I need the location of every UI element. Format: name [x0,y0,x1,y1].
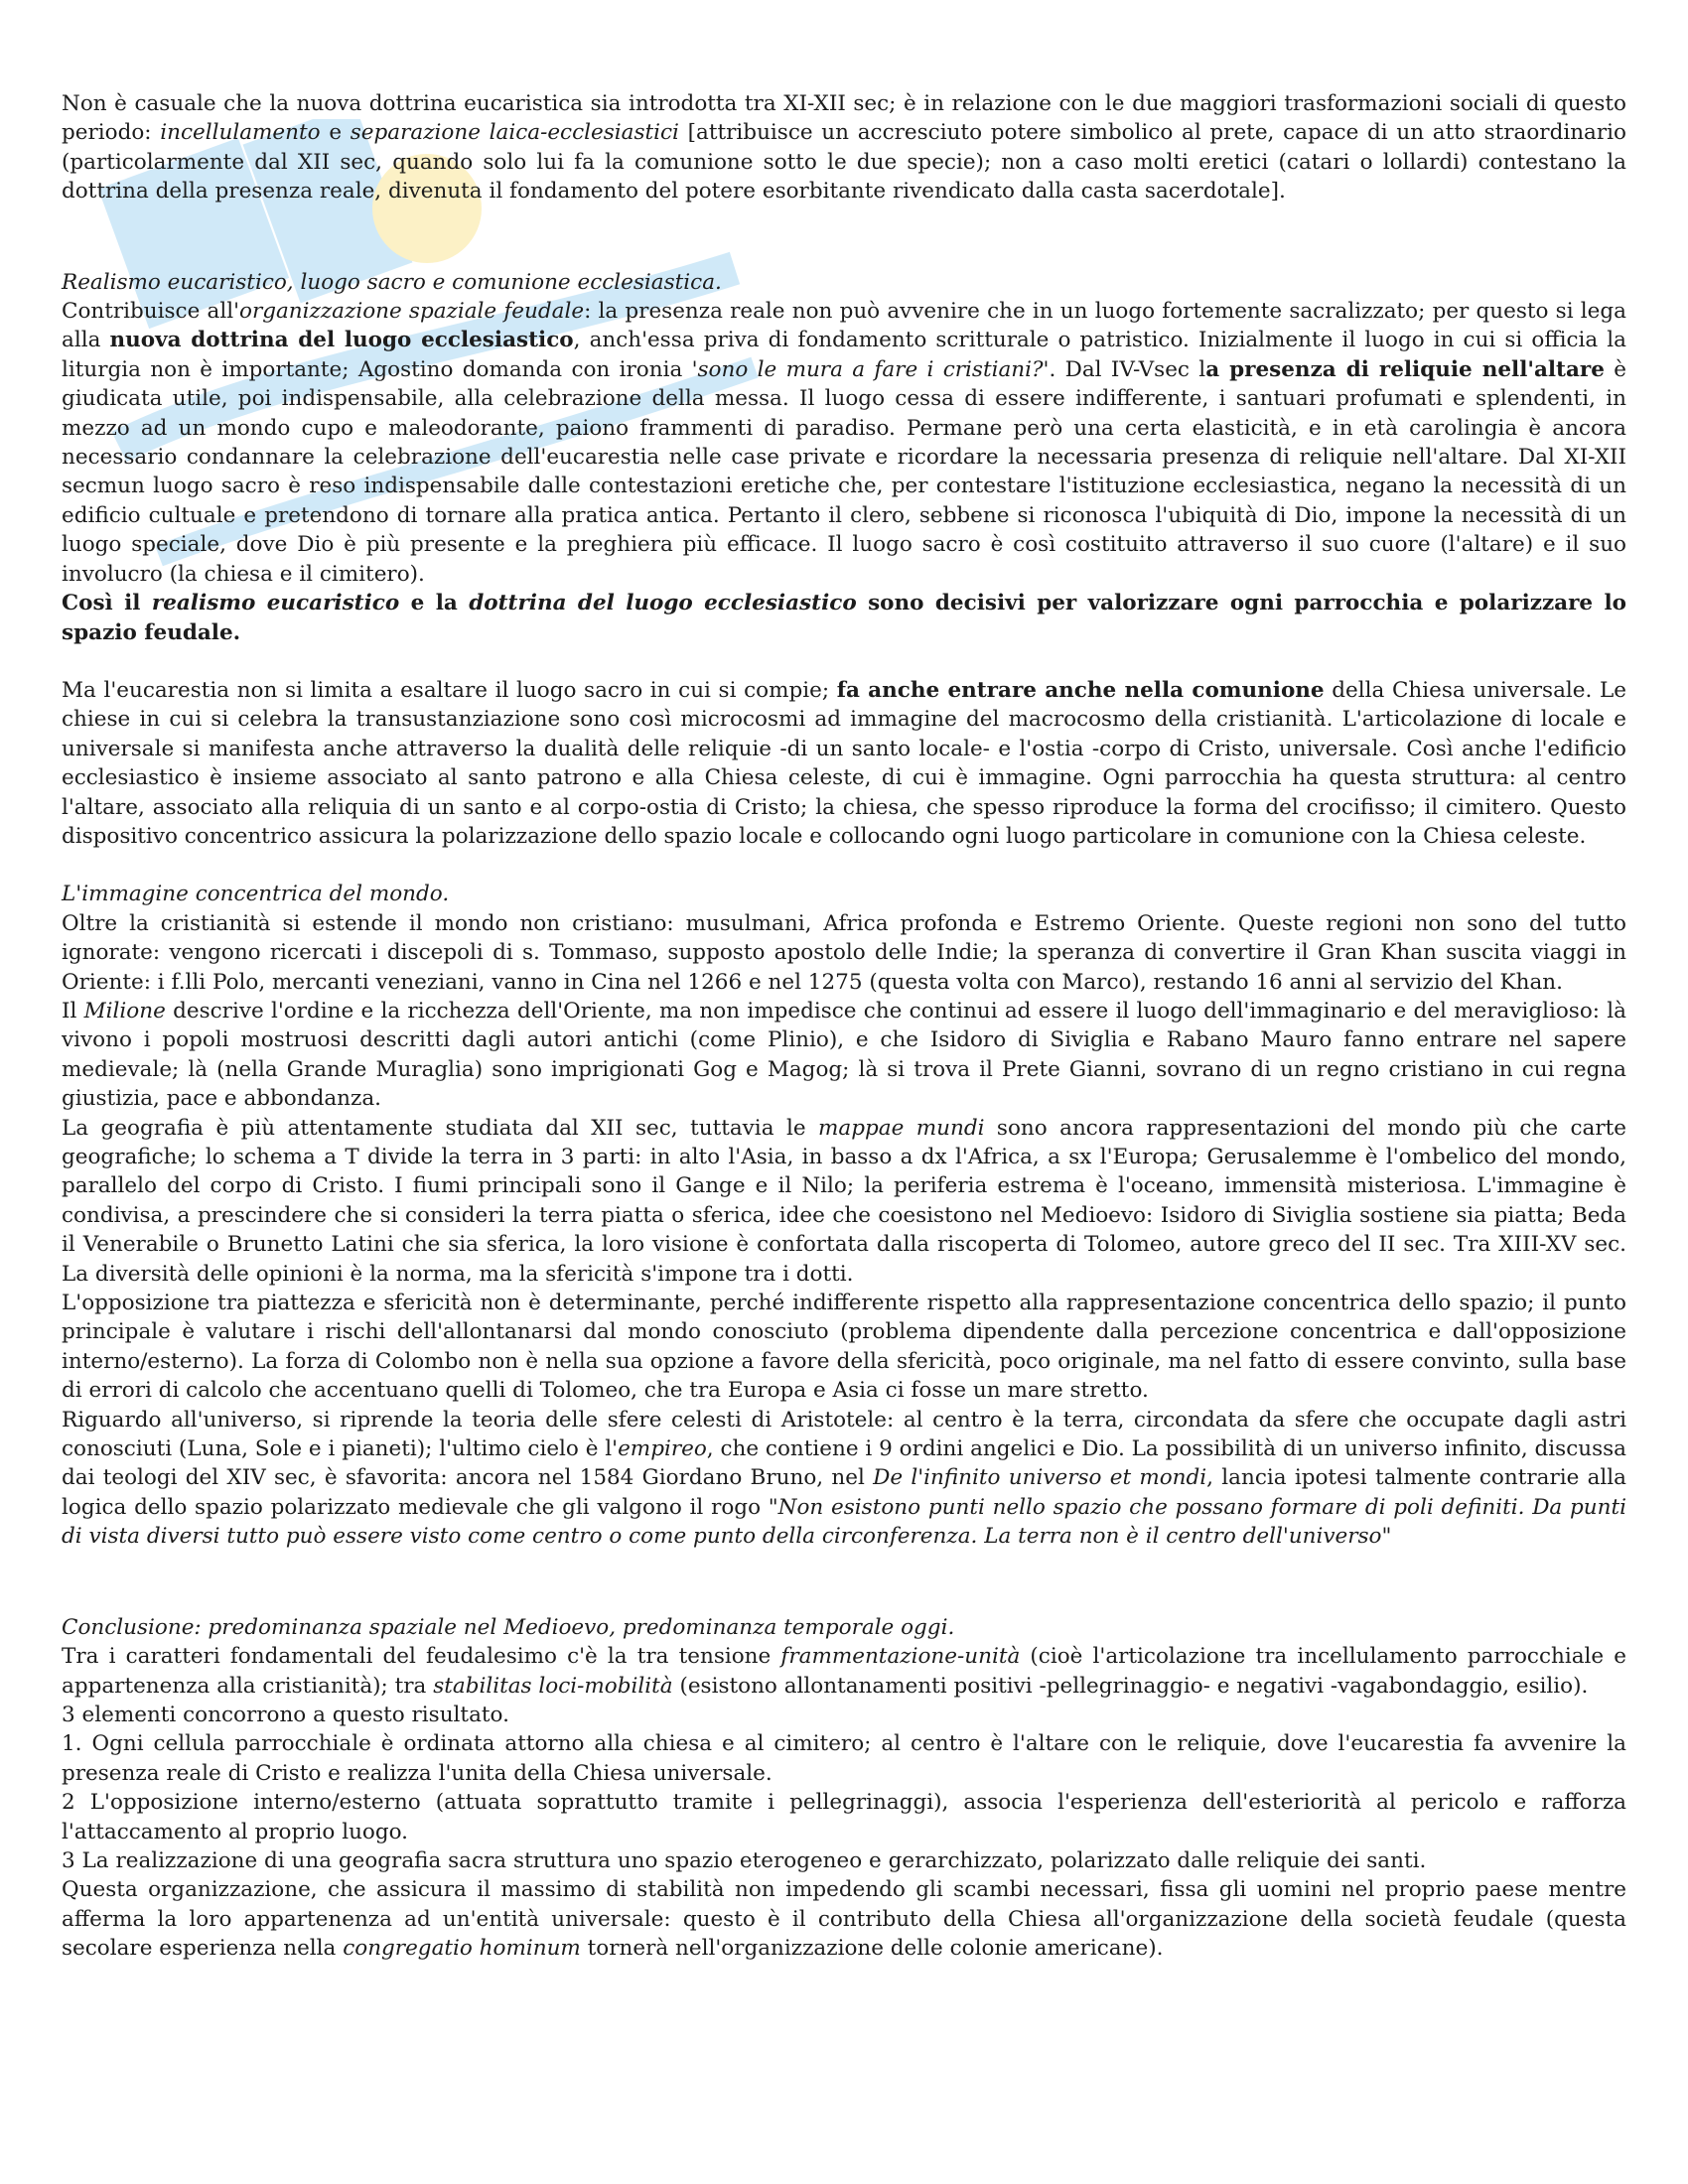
section-heading-realismo: Realismo eucaristico, luogo sacro e comunione ecclesiastica. [62,269,722,295]
section-heading-conclusione: Conclusione: predominanza spaziale nel Medioevo, predominanza temporale oggi. [62,1614,955,1640]
list-item-1: 1. Ogni cellula parrocchiale è ordinata attorno alla chiesa e al cimitero; al centro è l'altare con le reliquie, dove l'eucarestia fa avvenire la presenza reale di Cristo e realizza l'unita della Chiesa universale. [62,1731,1626,1786]
paragraph-3: Così il realismo eucaristico e la dottrina del luogo ecclesiastico sono decisivi per valorizzare ogni parrocchia e polarizzare lo spazio feudale. [62,591,1627,645]
paragraph-15: Questa organizzazione, che assicura il massimo di stabilità non impedendo gli scambi necessari, fissa gli uomini nel proprio paese mentre afferma la loro appartenenza ad un'entità universale: questo è il contributo della Chiesa all'organizzazione della società feudale (questa secolare esperienza nella congregatio hominum tornerà nell'organizzazione delle colonie americane). [62,1877,1626,1962]
list-item-2: 2 L'opposizione interno/esterno (attuata soprattutto tramite i pellegrinaggi), associa l'esperienza dell'esteriorità al pericolo e rafforza l'attaccamento al proprio luogo. [62,1790,1626,1844]
paragraph-9: Riguardo all'universo, si riprende la teoria delle sfere celesti di Aristotele: al centro è la terra, circondata da sfere che occupate dagli astri conosciuti (Luna, Sole e i pianeti); l'ultimo cielo è l'empireo, che contiene i 9 ordini angelici e Dio. La possibilità di un universo infinito, discussa dai teologi del XIV sec, è sfavorita: ancora nel 1584 Giordano Bruno, nel De l'infinito universo et mondi, lancia ipotesi talmente contrarie alla logica dello spazio polarizzato medievale che gli valgono il rogo "Non esistono punti nello spazio che possano formare di poli definiti. Da punti di vista diversi tutto può essere visto come centro o come punto della circonferenza. La terra non è il centro dell'universo" [62,1407,1626,1550]
paragraph-6: Il Milione descrive l'ordine e la ricchezza dell'Oriente, ma non impedisce che continui ad essere il luogo dell'immaginario e del meraviglioso: là vivono i popoli mostruosi descritti dagli autori antichi (come Plinio), e che Isidoro di Siviglia e Rabano Mauro fanno entrare nel sapere medievale; là (nella Grande Muraglia) sono imprigionati Gog e Magog; là si trova il Prete Gianni, sovrano di un regno cristiano in cui regna giustizia, pace e abbondanza. [62,998,1626,1112]
paragraph-1: Non è casuale che la nuova dottrina eucaristica sia introdotta tra XI-XII sec; è in relazione con le due maggiori trasformazioni sociali di questo periodo: incellulamento e separazione laica-ecclesiastici [attribuisce un accresciuto potere simbolico al prete, capace di un atto straordinario (particolarmente dal XII sec, quando solo lui fa la comunione sotto le due specie); non a caso molti eretici (catari o lollardi) contestano la dottrina della presenza reale, divenuta il fondamento del potere esorbitante rivendicato dalla casta sacerdotale]. [62,91,1626,205]
paragraph-8: L'opposizione tra piattezza e sfericità non è determinante, perché indifferente rispetto alla rappresentazione concentrica dello spazio; il punto principale è valutare i rischi dell'allontanarsi dal mondo conosciuto (problema dipendente dalla percezione concentrica e dall'opposizione interno/esterno). La forza di Colombo non è nella sua opzione a favore della sfericità, poco originale, ma nel fatto di essere convinto, sulla base di errori di calcolo che accentuano quelli di Tolomeo, che tra Europa e Asia ci fosse un mare stretto. [62,1291,1626,1404]
paragraph-2: Contribuisce all'organizzazione spaziale feudale: la presenza reale non può avvenire che in un luogo fortemente sacralizzato; per questo si lega alla nuova dottrina del luogo ecclesiastico, anch'essa priva di fondamento scritturale o patristico. Inizialmente il luogo in cui si officia la liturgia non è importante; Agostino domanda con ironia 'sono le mura a fare i cristiani?'. Dal IV-Vsec la presenza di reliquie nell'altare è giudicata utile, poi indispensabile, alla celebrazione della messa. Il luogo cessa di essere indifferente, i santuari profumati e splendenti, in mezzo ad un mondo cupo e maleodorante, paiono frammenti di paradiso. Permane però una certa elasticità, e in età carolingia è ancora necessario condannare la celebrazione dell'eucarestia nelle case private e ricordare la necessaria presenza di reliquie nell'altare. Dal XI-XII secmun luogo sacro è reso indispensabile dalle contestazioni eretiche che, per contestare l'istituzione ecclesiastica, negano la necessità di un edificio cultuale e pretendono di tornare alla pratica antica. Pertanto il clero, sebbene si riconosca l'ubiquità di Dio, impone la necessità di un luogo speciale, dove Dio è più presente e la preghiera più efficace. Il luogo sacro è così costituito attraverso il suo cuore (l'altare) e il suo involucro (la chiesa e il cimitero). [62,299,1627,587]
paragraph-7: La geografia è più attentamente studiata dal XII sec, tuttavia le mappae mundi sono ancora rappresentazioni del mondo più che carte geografiche; lo schema a T divide la terra in 3 parti: in alto l'Asia, in basso a dx l'Africa, a sx l'Europa; Gerusalemme è l'ombelico del mondo, parallelo del corpo di Cristo. I fiumi principali sono il Gange e il Nilo; la periferia estrema è l'oceano, immensità misteriosa. L'immagine è condivisa, a prescindere che si consideri la terra piatta o sferica, idee che coesistono nel Medioevo: Isidoro di Siviglia sostiene sia piatta; Beda il Venerabile o Brunetto Latini che sia sferica, la loro visione è confortata dalla riscoperta di Tolomeo, autore greco del II sec. Tra XIII-XV sec. La diversità delle opinioni è la norma, ma la sfericità s'impone tra i dotti. [62,1115,1626,1287]
section-heading-immagine: L'immagine concentrica del mondo. [62,882,450,907]
paragraph-11: 3 elementi concorrono a questo risultato. [62,1702,509,1727]
document-body [62,89,1626,1964]
list-item-3: 3 La realizzazione di una geografia sacra struttura uno spazio eterogeneo e gerarchizzato, polarizzato dalle reliquie dei santi. [62,1847,1427,1873]
paragraph-10: Tra i caratteri fondamentali del feudalesimo c'è la tra tensione frammentazione-unità (cioè l'articolazione tra incellulamento parrocchiale e appartenenza alla cristianità); tra stabilitas loci-mobilità (esistono allontanamenti positivi -pellegrinaggio- e negativi -vagabondaggio, esilio). [62,1644,1626,1699]
paragraph-4: Ma l'eucarestia non si limita a esaltare il luogo sacro in cui si compie; fa anche entrare anche nella comunione della Chiesa universale. Le chiese in cui si celebra la transustanziazione sono così microcosmi ad immagine del macrocosmo della cristianità. L'articolazione di locale e universale si manifesta anche attraverso la dualità delle reliquie -di un santo locale- e l'ostia -corpo di Cristo, universale. Così anche l'edificio ecclesiastico è insieme associato al santo patrono e alla Chiesa celeste, di cui è immagine. Ogni parrocchia ha questa struttura: al centro l'altare, associato alla reliquia di un santo e al corpo-ostia di Cristo; la chiesa, che spesso riproduce la forma del crocifisso; il cimitero. Questo dispositivo concentrico assicura la polarizzazione dello spazio locale e collocando ogni luogo particolare in comunione con la Chiesa celeste. [62,677,1626,849]
paragraph-5: Oltre la cristianità si estende il mondo non cristiano: musulmani, Africa profonda e Estremo Oriente. Queste regioni non sono del tutto ignorate: vengono ricercati i discepoli di s. Tommaso, supposto apostolo delle Indie; la speranza di convertire il Gran Khan suscita viaggi in Oriente: i f.lli Polo, mercanti veneziani, vanno in Cina nel 1266 e nel 1275 (questa volta con Marco), restando 16 anni al servizio del Khan. [62,910,1626,995]
